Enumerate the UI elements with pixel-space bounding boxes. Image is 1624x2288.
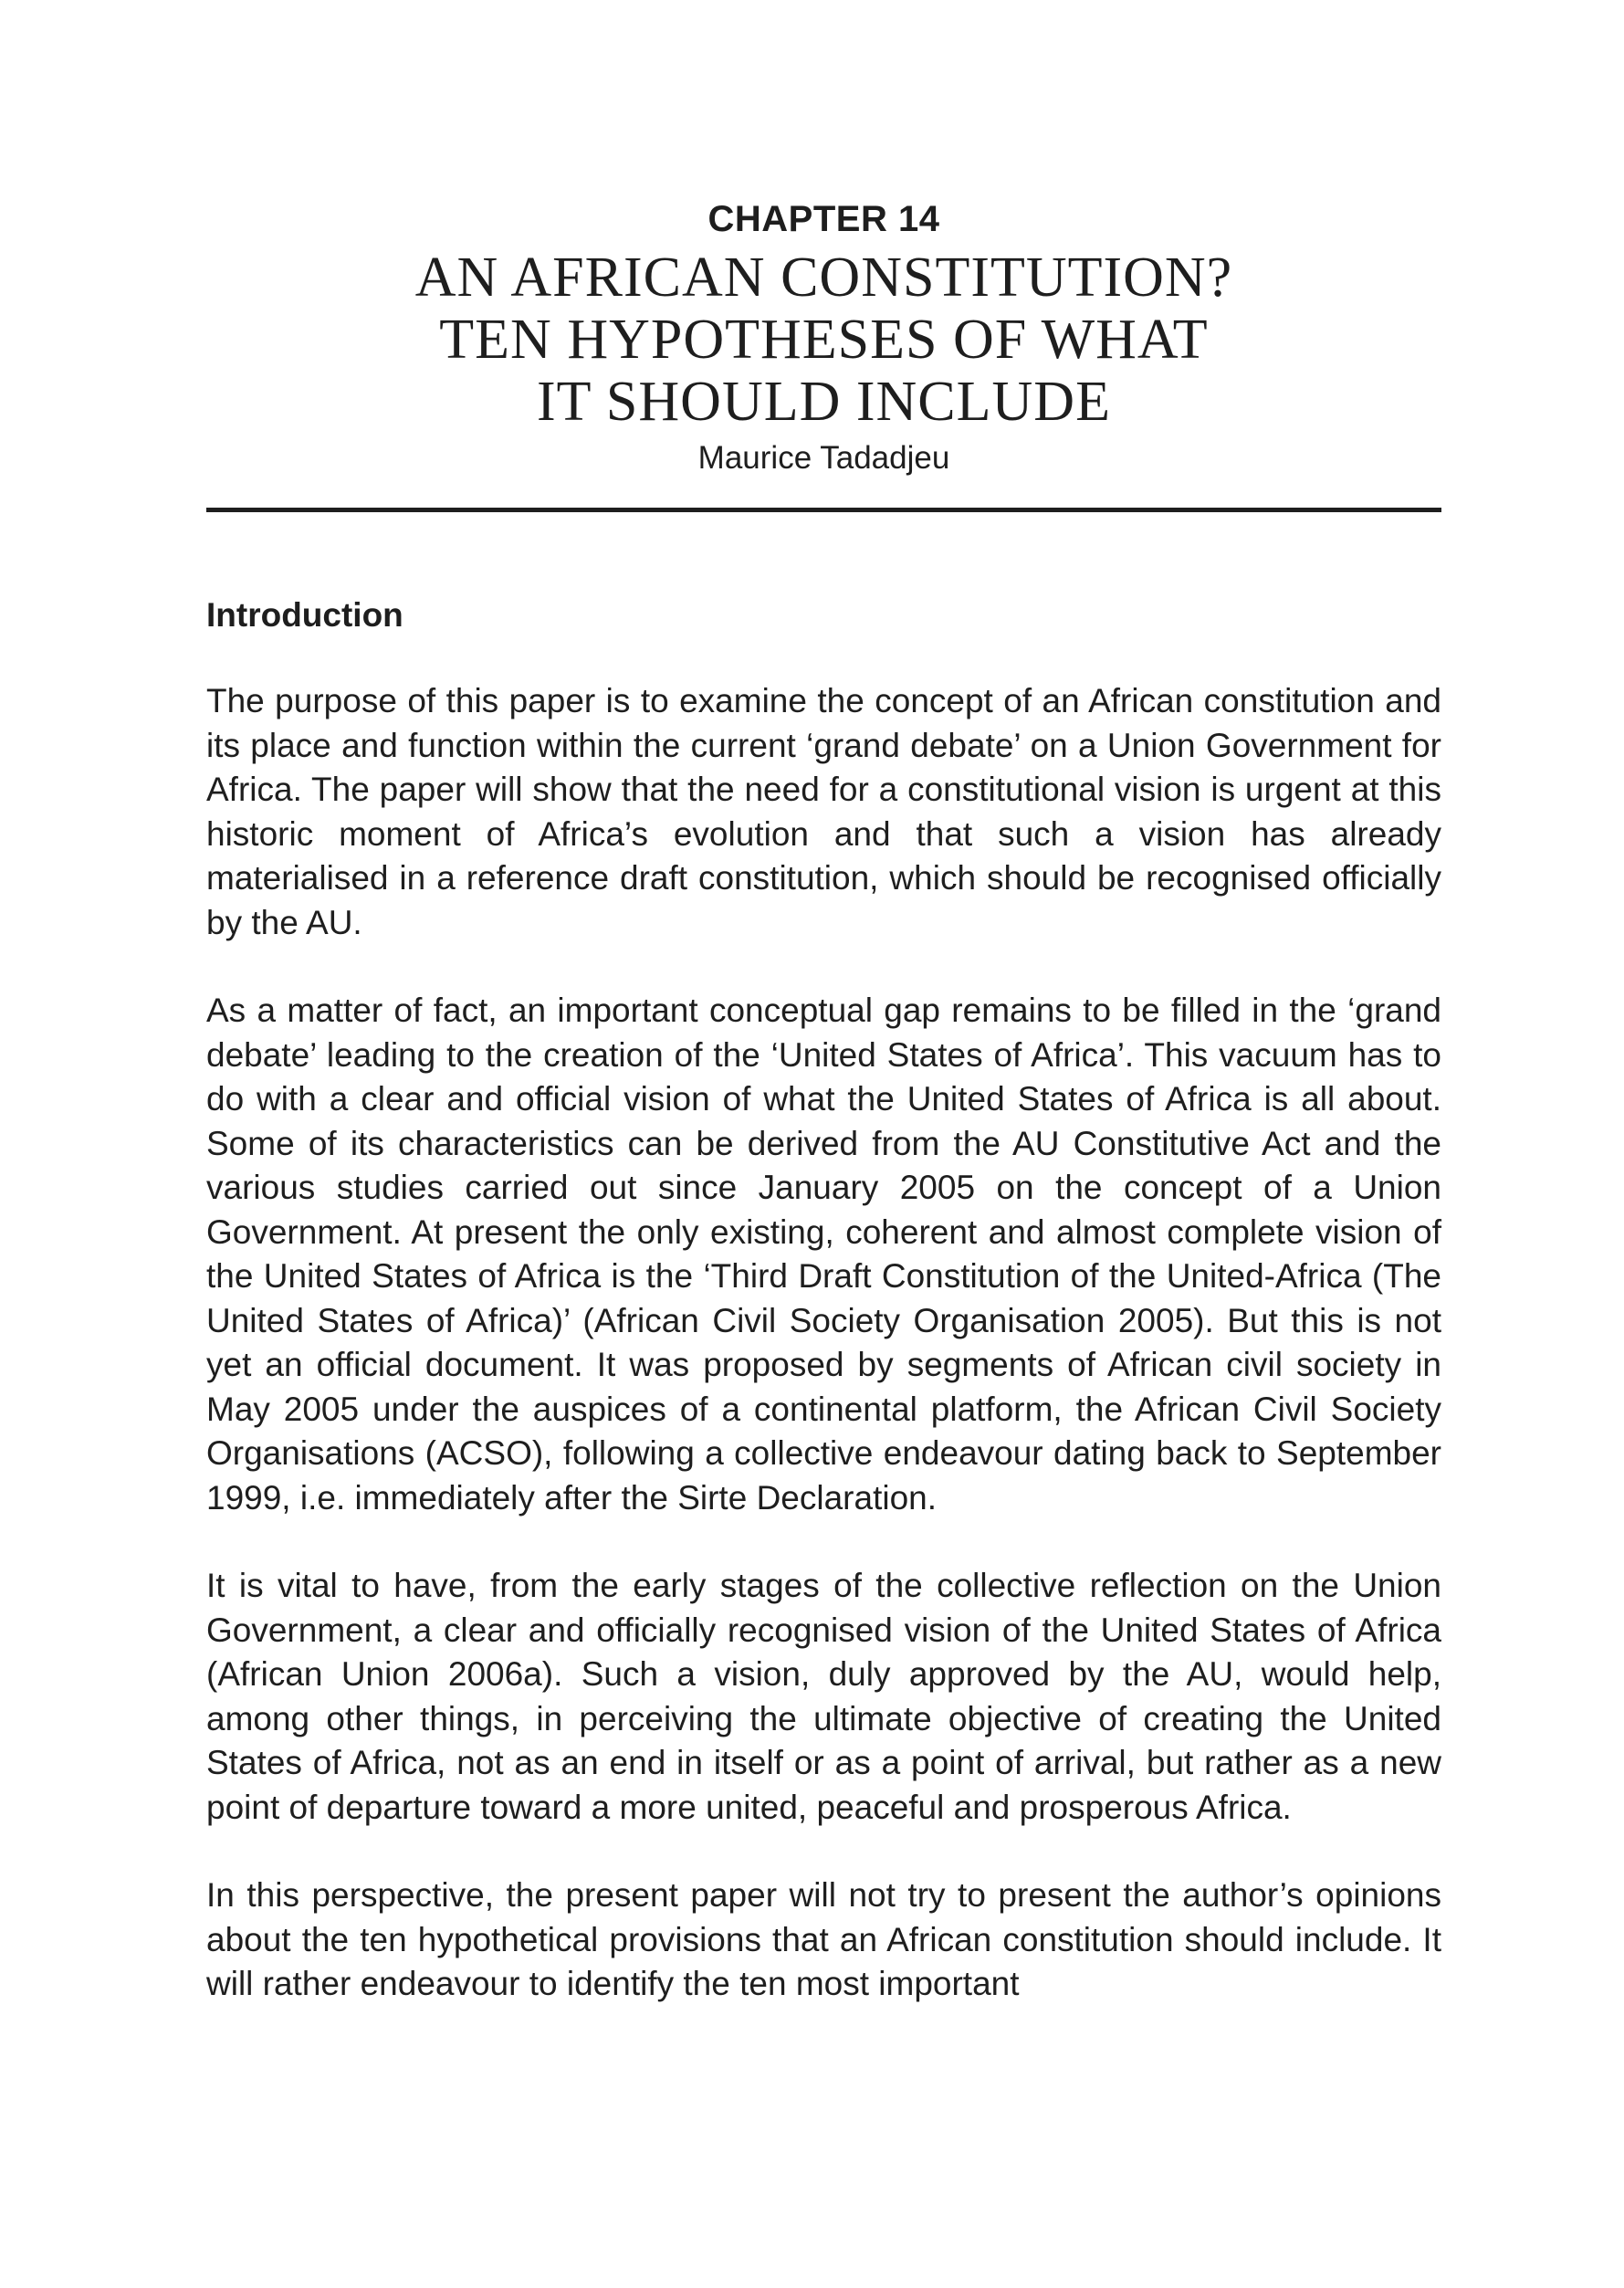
chapter-title-line: AN AFRICAN CONSTITUTION?	[414, 247, 1233, 309]
chapter-header	[206, 194, 1441, 480]
paragraph: The purpose of this paper is to examine the concept of an African constitution and its place and function within the current ‘grand debate’ on a Union Government for Africa. The paper will show that the need for a constitutional vision is urgent at this historic moment of Africa’s evolution and that such a vision has already materialised in a reference draft constitution, which should be recognised officially by the AU.	[206, 682, 1441, 941]
chapter-author: Maurice Tadadjeu	[697, 440, 950, 476]
chapter-title-line: IT SHOULD INCLUDE	[537, 371, 1111, 433]
paragraph: In this perspective, the present paper will not try to present the author’s opinions about the ten hypothetical provisions that an African constitution should include. It will rather endeavour to identify the ten most important	[206, 1876, 1441, 2002]
header-divider	[206, 508, 1441, 512]
paragraph: It is vital to have, from the early stages of the collective reflection on the Union Government, a clear and officially recognised vision of the United States of Africa (African Union 2006a). Such a vision, duly approved by the AU, would help, among other things, in perceiving the ultimate objective of creating the United States of Africa, not as an end in itself or as a point of arrival, but rather as a new point of departure toward a more united, peaceful and prosperous Africa.	[206, 1567, 1441, 1826]
section-heading: Introduction	[206, 596, 403, 634]
chapter-number: CHAPTER 14	[707, 199, 940, 239]
chapter-title-line: TEN HYPOTHESES OF WHAT	[439, 309, 1209, 371]
paragraph: As a matter of fact, an important conceptual gap remains to be filled in the ‘grand debate’ leading to the creation of the ‘United States of Africa’. This vacuum has to do with a clear and official vision of what the United States of Africa is all about. Some of its characteristics can be derived from the AU Constitutive Act and the various studies carried out since January 2005 on the concept of a Union Government. At present the only existing, coherent and almost complete vision of the United States of Africa is the ‘Third Draft Constitution of the United-Africa (The United States of Africa)’ (African Civil Society Organisation 2005). But this is not yet an official document. It was proposed by segments of African civil society in May 2005 under the auspices of a continental platform, the African Civil Society Organisations (ACSO), following a collective endeavour dating back to September 1999, i.e. immediately after the Sirte Declaration.	[206, 992, 1441, 1517]
chapter-title	[206, 247, 1441, 433]
body-text	[206, 593, 1441, 2051]
